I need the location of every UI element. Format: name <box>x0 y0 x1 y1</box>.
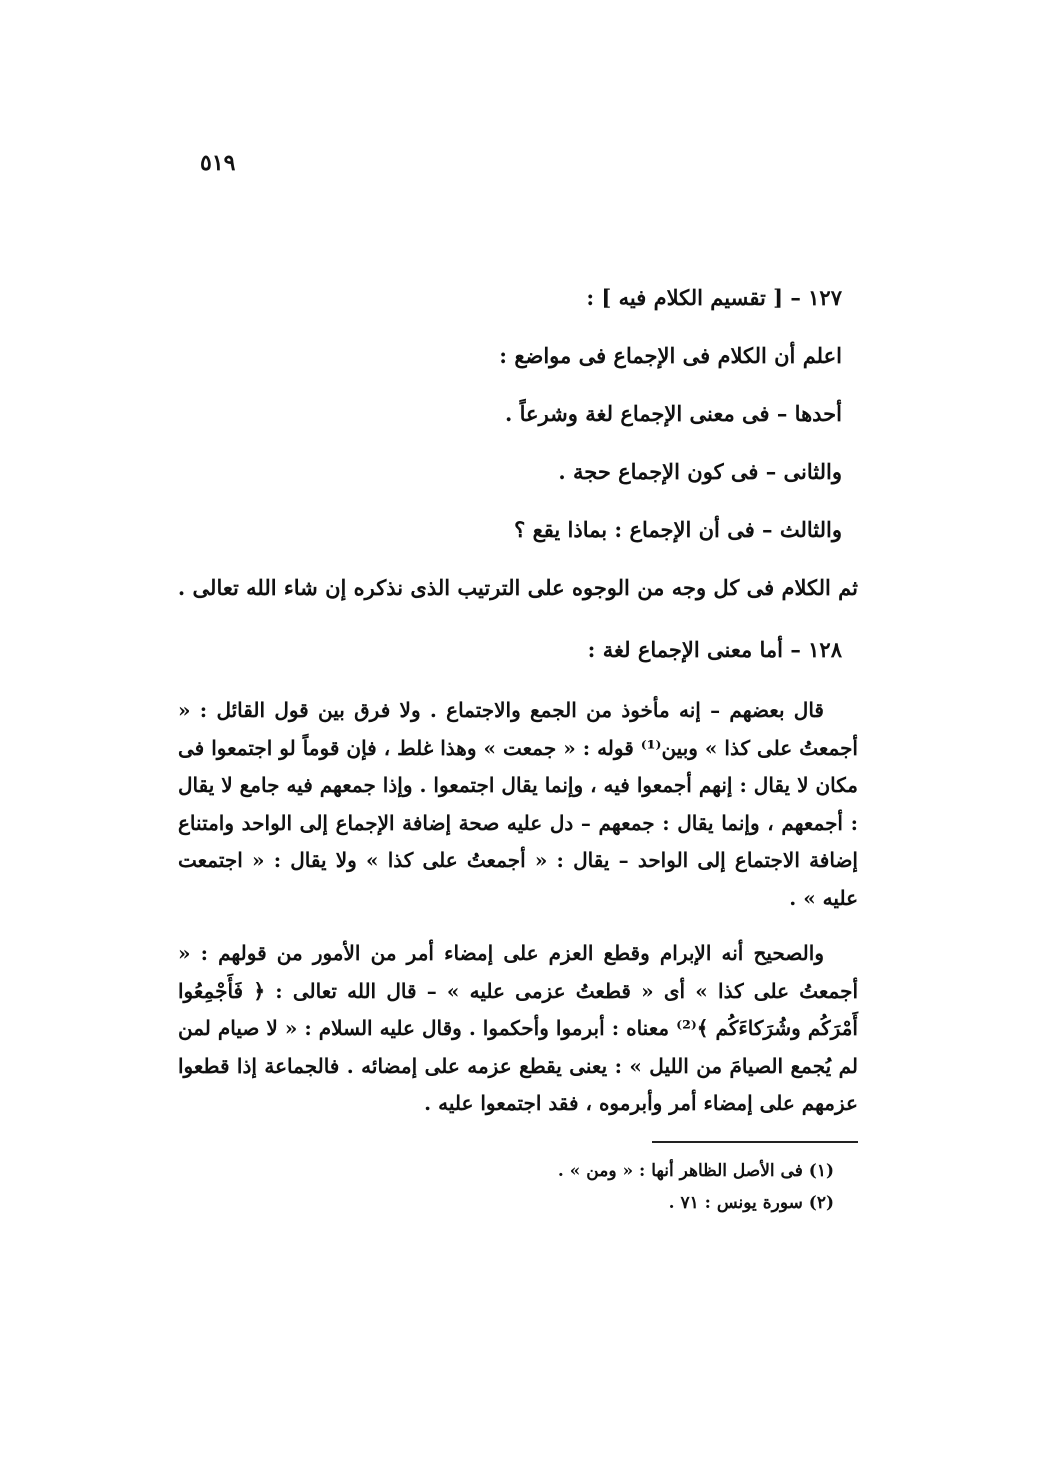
section-128-paragraph-2: والصحيح أنه الإبرام وقطع العزم على إمضاء أمر من الأمور من قولهم : « أجمعتُ على كذا » أى « قطعتُ عزمى عليه » – قال الله تعالى : ﴿ فَأَجْمِعُوا أَمْرَكُم وشُرَكاءَكُم ﴾⁽²⁾ معناه : أبرموا وأحكموا . وقال عليه السلام : « لا صيام لمن لم يُجمع الصيامَ من الليل » : يعنى يقطع عزمه على إمضائه . فالجماعة إذا قطعوا عزمهم على إمضاء أمر وأبرموه ، فقد اجتمعوا عليه . <box>178 941 858 1115</box>
section-127-line-3: والثانى – فى كون الإجماع حجة . <box>558 459 842 484</box>
section-127-closing: ثم الكلام فى كل وجه من الوجوه على الترتيب الذى نذكره إن شاء الله تعالى . <box>177 575 858 600</box>
section-127-line-2: أحدها – فى معنى الإجماع لغة وشرعاً . <box>505 401 842 426</box>
section-127-heading: ١٢٧ – [ تقسيم الكلام فيه ] : <box>586 285 842 310</box>
page-body <box>178 278 858 1219</box>
section-127-line-4: والثالث – فى أن الإجماع : بماذا يقع ؟ <box>514 517 842 542</box>
section-127-line-1: اعلم أن الكلام فى الإجماع فى مواضع : <box>499 343 842 368</box>
footnote-divider <box>652 1141 858 1143</box>
section-128-heading: ١٢٨ – أما معنى الإجماع لغة : <box>587 637 842 662</box>
section-128-paragraph-1: قال بعضهم – إنه مأخوذ من الجمع والاجتماع . ولا فرق بين قول القائل : « أجمعتُ على كذا » وبين⁽¹⁾ قوله : « جمعت » وهذا غلط ، فإن قوماً لو اجتمعوا فى مكان لا يقال : إنهم أجمعوا فيه ، وإنما يقال اجتمعوا . وإذا جمعهم فيه جامع لا يقال : أجمعهم ، وإنما يقال : جمعهم – دل عليه صحة إضافة الإجماع إلى الواحد وامتناع إضافة الاجتماع إلى الواحد – يقال : « أجمعتُ على كذا » ولا يقال : « اجتمعت عليه » . <box>178 698 858 910</box>
footnote-2: (٢) سورة يونس : ٧١ . <box>668 1192 834 1213</box>
footnote-1: (١) فى الأصل الظاهر أنها : « ومن » . <box>557 1160 834 1181</box>
page-number: ٥١٩ <box>200 150 236 176</box>
